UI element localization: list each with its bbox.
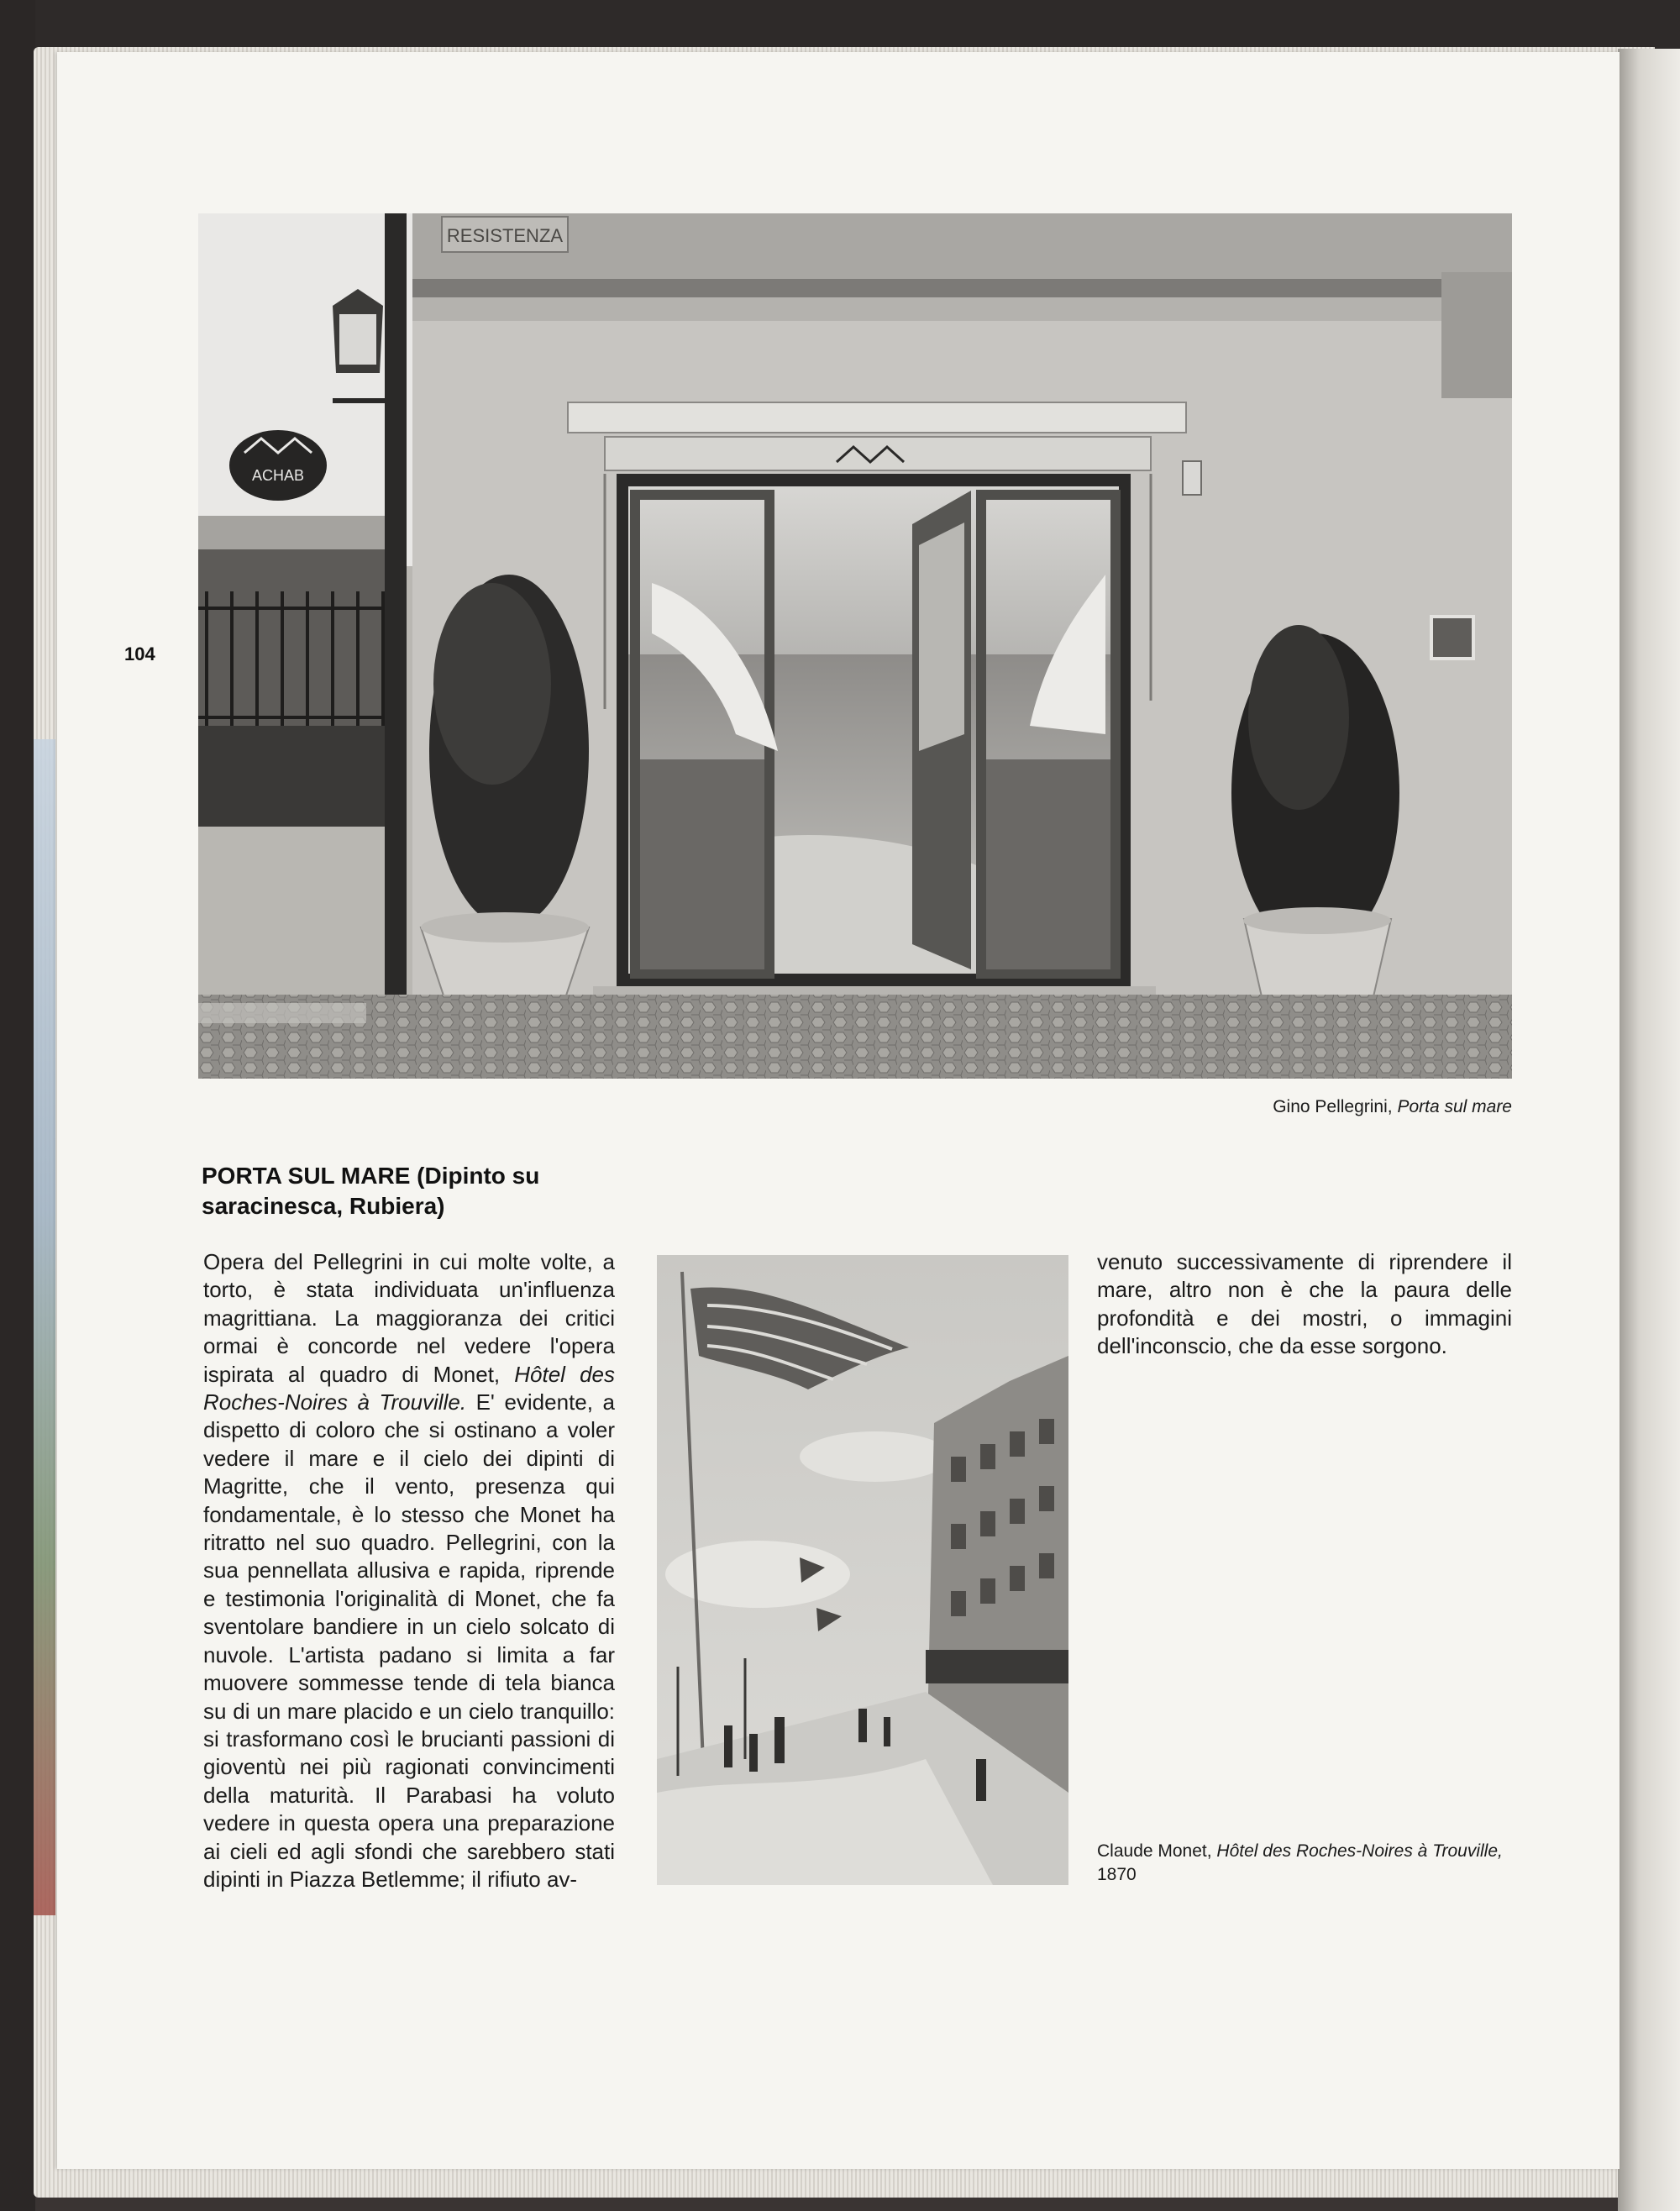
painting-monet-trouville [657, 1255, 1068, 1885]
photo-illustration [198, 213, 1512, 1079]
book-cover-top [0, 0, 1680, 50]
left-text-part-1: Opera del Pellegrini in cui molte volte, a torto, è stata individuata un'influenza magrittiana. La maggioranza dei critici ormai è concorde nel vedere l'opera ispirata al quadro di Monet, [203, 1249, 615, 1387]
left-text-part-2: E' evidente, a dispetto di coloro che si ostinano a voler vedere il mare e il cielo dei dipinti di Magritte, che il vento, presenza qui fondamentale, è lo stesso che Monet ha ritratto nel suo quadro. Pellegrini, con la sua pennellata allusiva e rapida, riprende e testimonia l'originalità di Monet, che fa sventolare bandiere in un cielo solcato di nuvole. L'artista padano si limita a far muovere sommesse tende di tela bianca su di un mare placido e un cielo tranquillo: si trasformano così le brucianti passioni di gioventù nei più ragionati convincimenti della maturità. Il Parabasi ha voluto vedere in questa opera una preparazione ai cieli ed agli sfondi che sarebbero stati dipinti in Piazza Betlemme; il rifiuto av- [203, 1389, 615, 1892]
book-cover-left [0, 0, 35, 2211]
photo-caption [840, 1097, 1512, 1117]
painting-caption [1097, 1840, 1517, 1887]
painting-illustration [657, 1255, 1068, 1885]
photo-porta-sul-mare [198, 213, 1512, 1079]
photo-caption-author: Gino Pellegrini, [1273, 1097, 1398, 1116]
page-number: 104 [124, 643, 155, 664]
left-text-monet-title: Hôtel des Roches-Noires à Trouville. [203, 1361, 615, 1415]
painting-caption-author: Claude Monet, [1097, 1841, 1217, 1861]
adjacent-page-edge [34, 739, 55, 1915]
achab-sign-text: ACHAB [251, 467, 305, 484]
left-paragraph [203, 1248, 615, 1893]
photo-caption-title: Porta sul mare [1397, 1097, 1512, 1116]
painting-caption-year: 1870 [1097, 1865, 1137, 1884]
article-heading: PORTA SUL MARE (Dipinto su saracinesca, Rubiera) [202, 1163, 540, 1219]
painting-caption-title: Hôtel des Roches-Noires à Trouville, [1216, 1841, 1503, 1861]
article-left-column [203, 1248, 615, 1893]
book-gutter [1618, 49, 1680, 2211]
right-paragraph: venuto successivamente di riprendere il mare, altro non è che la paura delle profondità e dei mostri, o immagini dell'inconscio, che da esse sorgono. [1097, 1249, 1512, 1359]
article-right-column [1097, 1248, 1512, 1361]
building-sign: RESISTENZA [446, 225, 564, 246]
